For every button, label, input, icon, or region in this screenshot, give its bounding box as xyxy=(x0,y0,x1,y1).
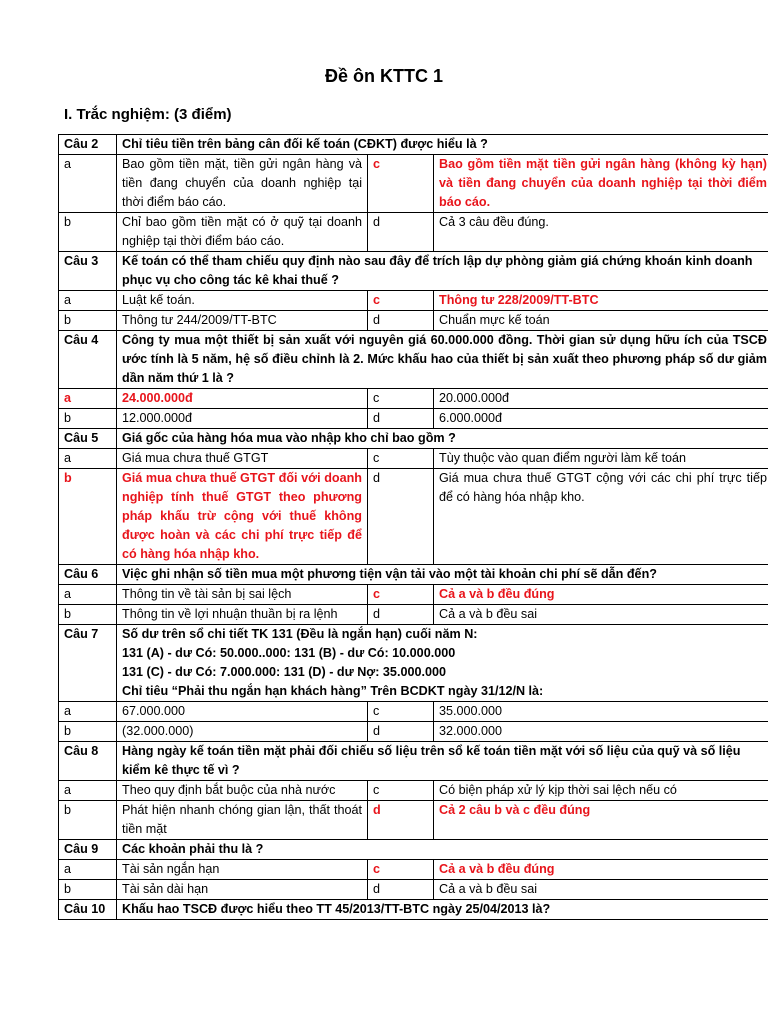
option-text-correct: Giá mua chưa thuế GTGT đối với doanh nghiệp tính thuế GTGT theo phương pháp khấu trừ cộng với thuế không được hoàn và các chi phí trực tiếp để có hàng hóa nhập kho. xyxy=(117,469,368,565)
question-row xyxy=(59,429,768,449)
question-text: Giá gốc của hàng hóa mua vào nhập kho chỉ bao gồm ? xyxy=(117,429,768,449)
option-letter-correct: a xyxy=(59,389,117,409)
option-letter-correct: b xyxy=(59,469,117,565)
option-letter: b xyxy=(59,409,117,429)
option-letter: d xyxy=(368,409,434,429)
section-heading: I. Trắc nghiệm: (3 điểm) xyxy=(64,106,232,123)
question-text: Khấu hao TSCĐ được hiểu theo TT 45/2013/TT-BTC ngày 25/04/2013 là? xyxy=(117,900,768,920)
option-text: Thông tư 244/2009/TT-BTC xyxy=(117,311,368,331)
option-row xyxy=(59,409,768,429)
option-text: Chỉ bao gồm tiền mặt có ở quỹ tại doanh nghiệp tại thời điểm báo cáo. xyxy=(117,213,368,252)
option-letter: b xyxy=(59,605,117,625)
question-label: Câu 10 xyxy=(59,900,117,920)
question-line: Chỉ tiêu “Phải thu ngắn hạn khách hàng” Trên BCDKT ngày 31/12/N là: xyxy=(122,684,544,698)
option-text: Luật kế toán. xyxy=(117,291,368,311)
option-row xyxy=(59,880,768,900)
option-letter: d xyxy=(368,311,434,331)
option-letter: b xyxy=(59,311,117,331)
option-row xyxy=(59,801,768,840)
option-letter: d xyxy=(368,722,434,742)
option-row xyxy=(59,311,768,331)
question-row xyxy=(59,742,768,781)
option-letter: a xyxy=(59,585,117,605)
option-letter: c xyxy=(368,389,434,409)
option-text: Thông tin về tài sản bị sai lệch xyxy=(117,585,368,605)
option-text: 6.000.000đ xyxy=(434,409,768,429)
option-text: 35.000.000 xyxy=(434,702,768,722)
option-text: Theo quy định bắt buộc của nhà nước xyxy=(117,781,368,801)
option-text: Cả 3 câu đều đúng. xyxy=(434,213,768,252)
option-letter: b xyxy=(59,213,117,252)
option-text-correct: Cả a và b đều đúng xyxy=(434,860,768,880)
quiz-table xyxy=(58,134,768,920)
option-text: Chuẩn mực kế toán xyxy=(434,311,768,331)
option-row xyxy=(59,722,768,742)
option-row xyxy=(59,155,768,213)
option-letter: a xyxy=(59,449,117,469)
option-text: 12.000.000đ xyxy=(117,409,368,429)
option-text: Tài sản ngắn hạn xyxy=(117,860,368,880)
option-letter: a xyxy=(59,291,117,311)
option-text: Có biện pháp xử lý kịp thời sai lệch nếu có xyxy=(434,781,768,801)
option-text-correct: Cả a và b đều đúng xyxy=(434,585,768,605)
option-letter: d xyxy=(368,469,434,565)
option-row xyxy=(59,702,768,722)
question-row xyxy=(59,331,768,389)
option-letter-correct: c xyxy=(368,291,434,311)
option-letter: b xyxy=(59,880,117,900)
option-letter: d xyxy=(368,605,434,625)
question-label: Câu 4 xyxy=(59,331,117,389)
option-text: 67.000.000 xyxy=(117,702,368,722)
question-text: Các khoản phải thu là ? xyxy=(117,840,768,860)
question-label: Câu 8 xyxy=(59,742,117,781)
option-row xyxy=(59,860,768,880)
question-row xyxy=(59,252,768,291)
question-row xyxy=(59,625,768,702)
option-text: Cả a và b đều sai xyxy=(434,880,768,900)
option-letter-correct: d xyxy=(368,801,434,840)
option-text-correct: 24.000.000đ xyxy=(117,389,368,409)
question-line: 131 (C) - dư Có: 7.000.000: 131 (D) - dư Nợ: 35.000.000 xyxy=(122,665,446,679)
option-text: Tùy thuộc vào quan điểm người làm kế toán xyxy=(434,449,768,469)
option-row xyxy=(59,213,768,252)
option-text: 32.000.000 xyxy=(434,722,768,742)
option-row xyxy=(59,469,768,565)
question-row xyxy=(59,900,768,920)
option-text: Bao gồm tiền mặt, tiền gửi ngân hàng và tiền đang chuyển của doanh nghiệp tại thời điểm báo cáo. xyxy=(117,155,368,213)
option-letter: d xyxy=(368,213,434,252)
question-text: Chỉ tiêu tiền trên bảng cân đối kế toán (CĐKT) được hiểu là ? xyxy=(117,135,768,155)
option-text: Giá mua chưa thuế GTGT xyxy=(117,449,368,469)
option-letter-correct: c xyxy=(368,585,434,605)
question-text: Hàng ngày kế toán tiền mặt phải đối chiếu số liệu trên sổ kế toán tiền mặt với số liệu của quỹ và số liệu kiểm kê thực tế vì ? xyxy=(117,742,768,781)
question-text: Kế toán có thể tham chiếu quy định nào sau đây để trích lập dự phòng giảm giá chứng khoán kinh doanh phục vụ cho công tác kê khai thuế ? xyxy=(117,252,768,291)
question-row xyxy=(59,565,768,585)
option-row xyxy=(59,389,768,409)
option-letter: b xyxy=(59,801,117,840)
option-row xyxy=(59,605,768,625)
question-label: Câu 7 xyxy=(59,625,117,702)
option-letter: b xyxy=(59,722,117,742)
question-label: Câu 5 xyxy=(59,429,117,449)
option-letter: a xyxy=(59,860,117,880)
option-letter: d xyxy=(368,880,434,900)
option-text-correct: Thông tư 228/2009/TT-BTC xyxy=(434,291,768,311)
option-letter: c xyxy=(368,449,434,469)
question-line: Số dư trên sổ chi tiết TK 131 (Đều là ngắn hạn) cuối năm N: xyxy=(122,627,478,641)
option-letter: a xyxy=(59,702,117,722)
question-text: Việc ghi nhận số tiền mua một phương tiện vận tải vào một tài khoản chi phí sẽ dẫn đến? xyxy=(117,565,768,585)
option-text-correct: Bao gồm tiền mặt tiền gửi ngân hàng (không kỳ hạn) và tiền đang chuyển của doanh nghiệp tại thời điểm báo cáo. xyxy=(434,155,768,213)
option-row xyxy=(59,449,768,469)
option-text: 20.000.000đ xyxy=(434,389,768,409)
option-letter-correct: c xyxy=(368,860,434,880)
question-text xyxy=(117,625,768,702)
option-text: Thông tin về lợi nhuận thuần bị ra lệnh xyxy=(117,605,368,625)
option-text: Giá mua chưa thuế GTGT cộng với các chi phí trực tiếp để có hàng hóa nhập kho. xyxy=(434,469,768,565)
question-text: Công ty mua một thiết bị sản xuất với nguyên giá 60.000.000 đồng. Thời gian sử dụng hữu ích của TSCĐ ước tính là 5 năm, hệ số điều chỉnh là 2. Mức khấu hao của thiết bị sản xuất theo phương pháp số dư giảm dần năm thứ 1 là ? xyxy=(117,331,768,389)
option-text: Cả a và b đều sai xyxy=(434,605,768,625)
option-text: (32.000.000) xyxy=(117,722,368,742)
option-row xyxy=(59,781,768,801)
option-text: Tài sản dài hạn xyxy=(117,880,368,900)
document-title: Đề ôn KTTC 1 xyxy=(324,66,443,86)
question-label: Câu 9 xyxy=(59,840,117,860)
option-letter: c xyxy=(368,781,434,801)
option-letter: a xyxy=(59,781,117,801)
question-line: 131 (A) - dư Có: 50.000..000: 131 (B) - dư Có: 10.000.000 xyxy=(122,646,456,660)
question-label: Câu 3 xyxy=(59,252,117,291)
option-text: Phát hiện nhanh chóng gian lận, thất thoát tiền mặt xyxy=(117,801,368,840)
option-text-correct: Cả 2 câu b và c đều đúng xyxy=(434,801,768,840)
option-row xyxy=(59,291,768,311)
question-label: Câu 6 xyxy=(59,565,117,585)
option-letter: a xyxy=(59,155,117,213)
option-letter: c xyxy=(368,702,434,722)
question-label: Câu 2 xyxy=(59,135,117,155)
option-row xyxy=(59,585,768,605)
question-row xyxy=(59,840,768,860)
question-row xyxy=(59,135,768,155)
option-letter-correct: c xyxy=(368,155,434,213)
